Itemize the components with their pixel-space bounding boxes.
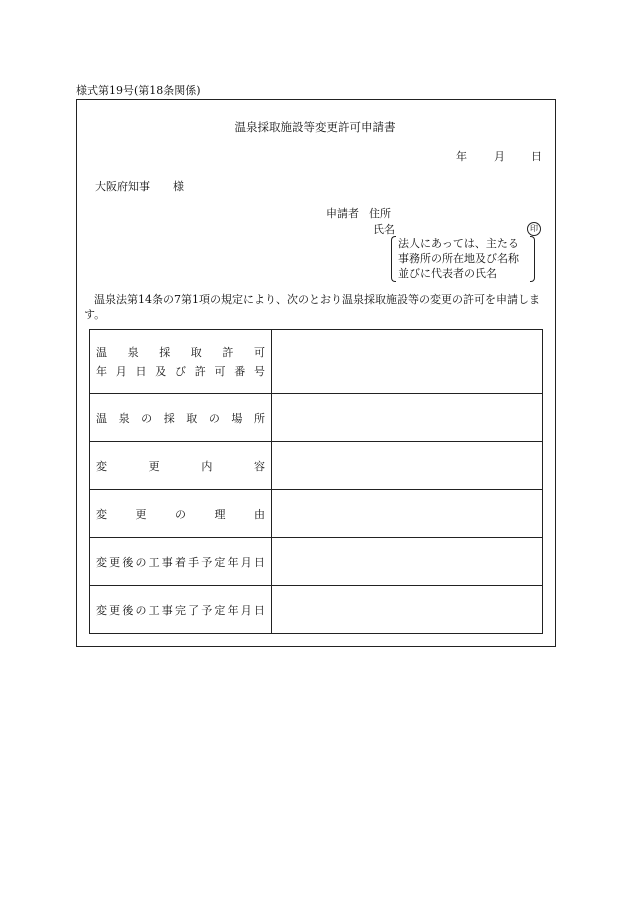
label-char: 号 — [254, 365, 265, 378]
table-row — [90, 538, 543, 586]
label-char: 了 — [188, 603, 200, 617]
label-char: 更 — [148, 459, 160, 473]
application-table — [89, 329, 543, 634]
label-char: 月 — [115, 365, 127, 378]
spaced-label-line — [96, 602, 265, 618]
label-char: 理 — [214, 507, 226, 521]
label-char: 着 — [174, 555, 186, 569]
date-day-label: 日 — [531, 150, 542, 163]
row-label — [90, 538, 272, 586]
row-label — [90, 490, 272, 538]
row-value[interactable] — [272, 490, 543, 538]
label-char: 事 — [161, 555, 173, 569]
date-month-label: 月 — [494, 150, 505, 163]
label-char: 由 — [254, 507, 265, 521]
row-value[interactable] — [272, 586, 543, 634]
label-char: 更 — [109, 603, 121, 617]
row-label — [90, 586, 272, 634]
spaced-label-line — [96, 554, 265, 570]
label-char: 年 — [96, 365, 107, 378]
label-char: 番 — [234, 365, 246, 378]
table-row — [90, 330, 543, 394]
corp-note-line: 並びに代表者の氏名 — [398, 267, 497, 280]
label-char: 月 — [240, 555, 252, 569]
label-char: 定 — [214, 603, 226, 617]
label-char: 内 — [201, 459, 213, 473]
label-char: 泉 — [127, 346, 139, 359]
label-char: 年 — [227, 603, 239, 617]
table-row — [90, 586, 543, 634]
label-char: 泉 — [118, 411, 130, 425]
name-label: 氏名 — [373, 223, 395, 236]
row-value[interactable] — [272, 442, 543, 490]
label-char: 所 — [253, 411, 265, 425]
spaced-label-line — [96, 344, 265, 360]
row-label — [90, 442, 272, 490]
label-char: の — [135, 555, 147, 569]
label-char: 更 — [135, 507, 147, 521]
row-label — [90, 330, 272, 394]
label-char: び — [175, 365, 186, 378]
label-char: 日 — [253, 603, 265, 617]
table-row — [90, 394, 543, 442]
label-char: 後 — [122, 603, 134, 617]
addressee-honorific: 様 — [173, 180, 184, 193]
applicant-label: 申請者 — [326, 207, 359, 220]
label-char: 変 — [96, 555, 107, 569]
label-char: 許 — [222, 346, 234, 359]
label-char: 後 — [122, 555, 134, 569]
label-char: 温 — [96, 411, 107, 425]
label-char: 容 — [253, 459, 265, 473]
label-char: 可 — [253, 346, 265, 359]
label-char: の — [141, 411, 153, 425]
addressee-name: 大阪府知事 — [95, 180, 150, 193]
label-char: 手 — [188, 555, 200, 569]
label-char: 変 — [96, 459, 107, 473]
label-char: 場 — [231, 411, 243, 425]
corp-note-line: 法人にあっては、主たる — [398, 237, 519, 250]
label-char: の — [135, 603, 147, 617]
label-char: 日 — [253, 555, 265, 569]
row-label — [90, 394, 272, 442]
left-bracket — [391, 236, 396, 282]
date-year-label: 年 — [456, 150, 467, 163]
row-value[interactable] — [272, 394, 543, 442]
corp-note — [391, 236, 535, 282]
label-char: 日 — [135, 365, 147, 378]
label-char: の — [208, 411, 220, 425]
form-title: 温泉採取施設等変更許可申請書 — [234, 120, 396, 134]
label-char: 温 — [96, 346, 107, 359]
table-row — [90, 490, 543, 538]
spaced-label-line — [96, 458, 265, 474]
label-char: 完 — [174, 603, 186, 617]
row-value[interactable] — [272, 330, 543, 394]
label-char: 年 — [227, 555, 239, 569]
label-char: 取 — [190, 346, 202, 359]
form-number: 様式第19号(第18条関係) — [76, 84, 201, 97]
label-char: 変 — [96, 507, 107, 521]
spaced-label-line — [96, 506, 265, 522]
applicant-line — [326, 207, 391, 221]
label-char: 予 — [201, 555, 213, 569]
label-char: 取 — [186, 411, 198, 425]
spaced-label-line — [96, 363, 265, 379]
addressee — [95, 180, 184, 194]
label-char: 工 — [148, 603, 160, 617]
label-char: 変 — [96, 603, 107, 617]
corp-note-text — [398, 236, 519, 281]
label-char: 可 — [214, 365, 226, 378]
label-char: 定 — [214, 555, 226, 569]
right-bracket — [530, 236, 535, 282]
label-char: 許 — [194, 365, 206, 378]
label-char: 工 — [148, 555, 160, 569]
label-char: 予 — [201, 603, 213, 617]
label-char: 更 — [109, 555, 121, 569]
label-char: 月 — [240, 603, 252, 617]
date-line — [456, 150, 542, 164]
address-label: 住所 — [369, 207, 391, 220]
label-char: 事 — [161, 603, 173, 617]
corp-note-line: 事務所の所在地及び名称 — [398, 252, 519, 265]
label-char: 及 — [155, 365, 167, 378]
label-char: 採 — [163, 411, 175, 425]
application-statement: 温泉法第14条の7第1項の規定により、次のとおり温泉採取施設等の変更の許可を申請します。 — [84, 293, 540, 321]
label-char: 採 — [159, 346, 171, 359]
row-value[interactable] — [272, 538, 543, 586]
table-row — [90, 442, 543, 490]
spaced-label-line — [96, 410, 265, 426]
seal-mark: 印 — [527, 222, 541, 236]
label-char: の — [175, 507, 186, 521]
